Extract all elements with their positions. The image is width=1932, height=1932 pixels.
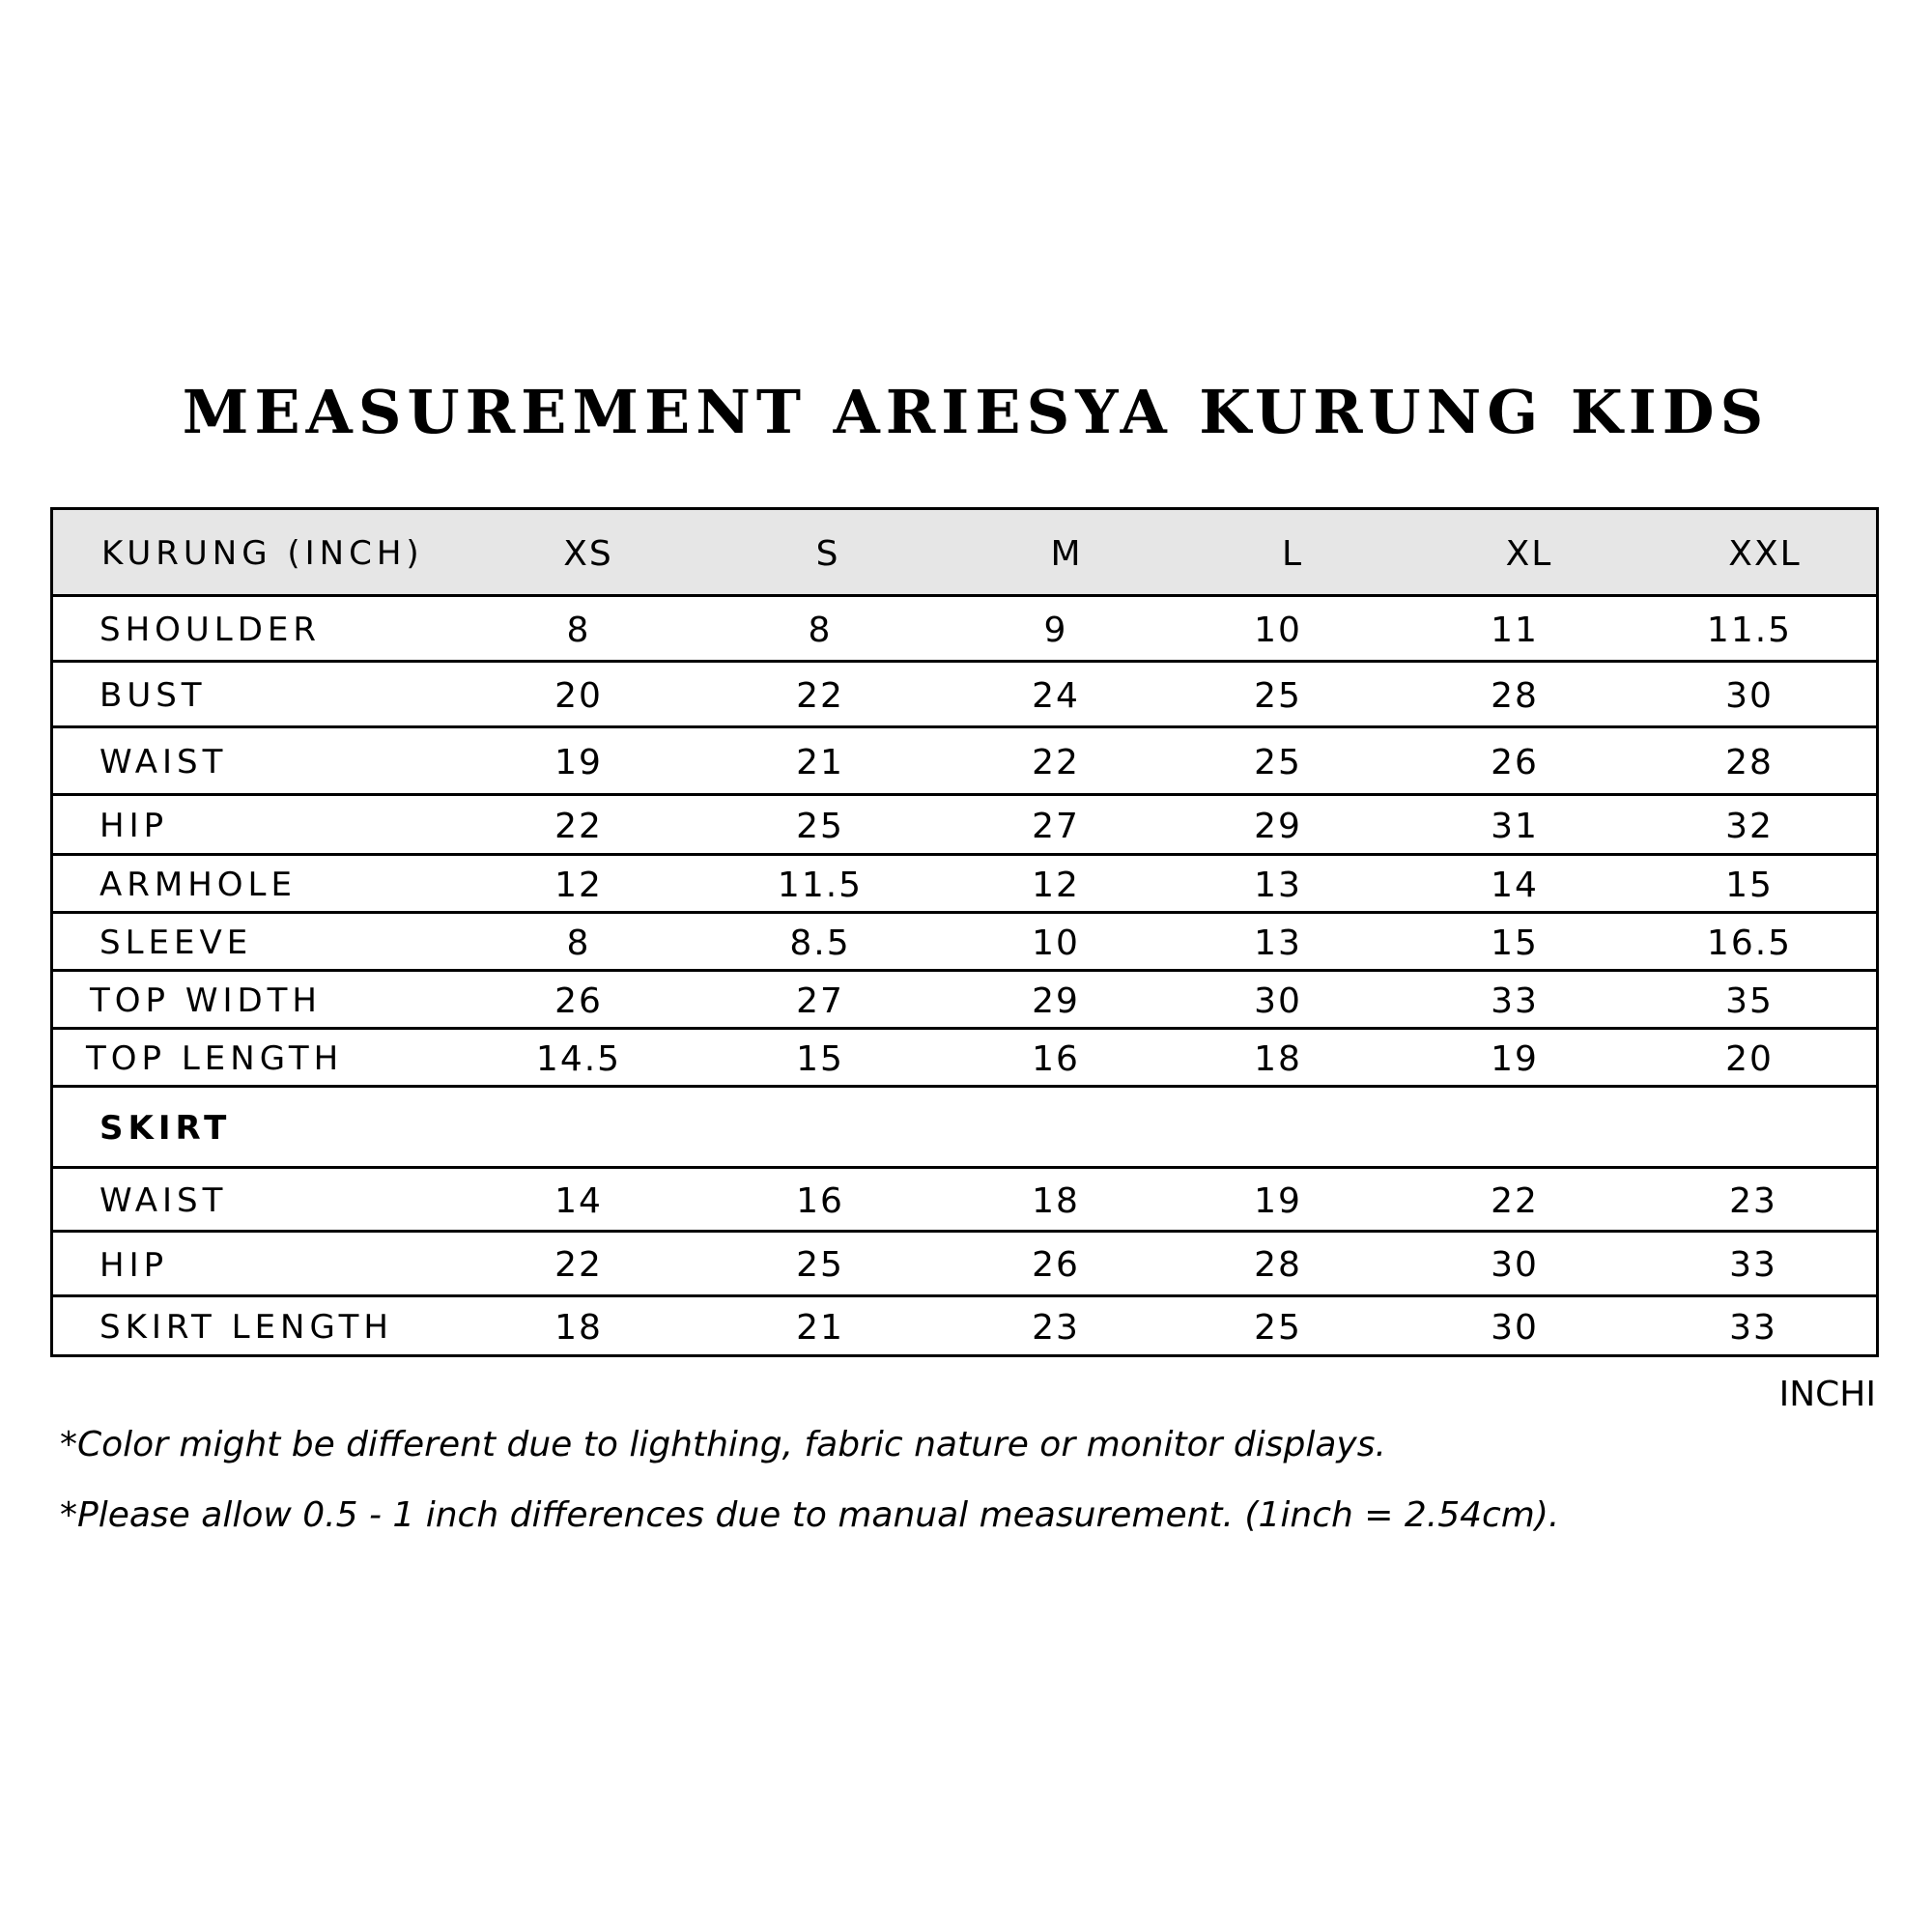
cell-m: 16	[1032, 1038, 1080, 1079]
cell-m: 23	[1032, 1307, 1080, 1348]
cell-xs: 8	[566, 923, 591, 963]
cell-xxl: 15	[1725, 865, 1774, 905]
header-size-s: S	[815, 533, 840, 574]
cell-xxl: 32	[1725, 806, 1774, 846]
cell-xl: 22	[1491, 1180, 1539, 1221]
cell-m: 27	[1032, 806, 1080, 846]
cell-xs: 22	[554, 1245, 603, 1285]
table-row	[53, 1030, 1876, 1088]
row-label: WAIST	[99, 743, 228, 781]
cell-l: 30	[1254, 980, 1302, 1021]
cell-xs: 19	[554, 742, 603, 782]
table-row	[53, 856, 1876, 914]
cell-xxl: 11.5	[1706, 610, 1793, 650]
cell-xxl: 33	[1729, 1307, 1777, 1348]
cell-xs: 20	[554, 675, 603, 716]
measurement-table	[50, 507, 1879, 1357]
table-row	[53, 1297, 1876, 1357]
cell-xl: 11	[1491, 610, 1539, 650]
cell-xxl: 30	[1725, 675, 1774, 716]
page-title: MEASUREMENT ARIESYA KURUNG KIDS	[182, 377, 1770, 447]
section-heading-skirt: SKIRT	[99, 1109, 232, 1148]
row-label: SHOULDER	[99, 611, 322, 649]
cell-xxl: 16.5	[1706, 923, 1793, 963]
cell-m: 12	[1032, 865, 1080, 905]
measurement-disclaimer: *Please allow 0.5 - 1 inch differences due to manual measurement. (1inch = 2.54cm).	[60, 1495, 1560, 1535]
cell-l: 29	[1254, 806, 1302, 846]
cell-l: 13	[1254, 923, 1302, 963]
cell-s: 25	[796, 806, 844, 846]
cell-s: 21	[796, 742, 844, 782]
cell-xs: 8	[566, 610, 591, 650]
cell-s: 11.5	[777, 865, 864, 905]
header-size-m: M	[1050, 533, 1083, 574]
color-disclaimer: *Color might be different due to lighthing, fabric nature or monitor displays.	[60, 1425, 1386, 1464]
cell-xs: 18	[554, 1307, 603, 1348]
cell-xl: 28	[1491, 675, 1539, 716]
cell-xl: 33	[1491, 980, 1539, 1021]
cell-xs: 22	[554, 806, 603, 846]
table-row	[53, 914, 1876, 972]
table-row	[53, 1233, 1876, 1297]
table-row	[53, 972, 1876, 1030]
cell-xxl: 23	[1729, 1180, 1777, 1221]
header-label: KURUNG (INCH)	[101, 534, 424, 573]
cell-l: 18	[1254, 1038, 1302, 1079]
table-row	[53, 728, 1876, 796]
table-row	[53, 663, 1876, 728]
cell-xxl: 35	[1725, 980, 1774, 1021]
cell-s: 22	[796, 675, 844, 716]
cell-m: 24	[1032, 675, 1080, 716]
cell-l: 13	[1254, 865, 1302, 905]
cell-xl: 30	[1491, 1307, 1539, 1348]
cell-m: 10	[1032, 923, 1080, 963]
cell-xl: 26	[1491, 742, 1539, 782]
table-header-row	[53, 510, 1876, 597]
cell-s: 15	[796, 1038, 844, 1079]
cell-xs: 14	[554, 1180, 603, 1221]
cell-s: 8	[808, 610, 833, 650]
header-size-l: L	[1281, 533, 1304, 574]
cell-xl: 31	[1491, 806, 1539, 846]
table-row	[53, 796, 1876, 856]
cell-xxl: 20	[1725, 1038, 1774, 1079]
row-label: BUST	[99, 676, 207, 715]
cell-xl: 15	[1491, 923, 1539, 963]
row-label: SLEEVE	[99, 923, 253, 962]
cell-m: 9	[1043, 610, 1068, 650]
unit-label: INCHI	[1778, 1375, 1876, 1414]
table-row	[53, 597, 1876, 663]
cell-xs: 12	[554, 865, 603, 905]
cell-xl: 30	[1491, 1245, 1539, 1285]
cell-s: 16	[796, 1180, 844, 1221]
header-size-xs: XS	[563, 533, 613, 574]
cell-m: 22	[1032, 742, 1080, 782]
cell-l: 25	[1254, 1307, 1302, 1348]
row-label: TOP WIDTH	[90, 981, 323, 1020]
row-label: SKIRT LENGTH	[99, 1308, 393, 1347]
cell-l: 19	[1254, 1180, 1302, 1221]
cell-l: 25	[1254, 675, 1302, 716]
cell-xl: 14	[1491, 865, 1539, 905]
cell-s: 25	[796, 1245, 844, 1285]
row-label: HIP	[99, 1245, 169, 1285]
row-label: TOP LENGTH	[86, 1039, 344, 1078]
cell-xl: 19	[1491, 1038, 1539, 1079]
table-row	[53, 1169, 1876, 1233]
section-row-skirt	[53, 1088, 1876, 1169]
cell-m: 18	[1032, 1180, 1080, 1221]
header-size-xxl: XXL	[1728, 533, 1802, 574]
cell-m: 29	[1032, 980, 1080, 1021]
cell-m: 26	[1032, 1245, 1080, 1285]
cell-xxl: 28	[1725, 742, 1774, 782]
cell-s: 8.5	[789, 923, 851, 963]
cell-l: 10	[1254, 610, 1302, 650]
row-label: WAIST	[99, 1181, 228, 1220]
cell-xxl: 33	[1729, 1245, 1777, 1285]
cell-l: 28	[1254, 1245, 1302, 1285]
cell-s: 27	[796, 980, 844, 1021]
header-size-xl: XL	[1505, 533, 1553, 574]
cell-xs: 14.5	[535, 1038, 622, 1079]
cell-l: 25	[1254, 742, 1302, 782]
row-label: ARMHOLE	[99, 866, 297, 904]
cell-xs: 26	[554, 980, 603, 1021]
cell-s: 21	[796, 1307, 844, 1348]
row-label: HIP	[99, 807, 169, 845]
